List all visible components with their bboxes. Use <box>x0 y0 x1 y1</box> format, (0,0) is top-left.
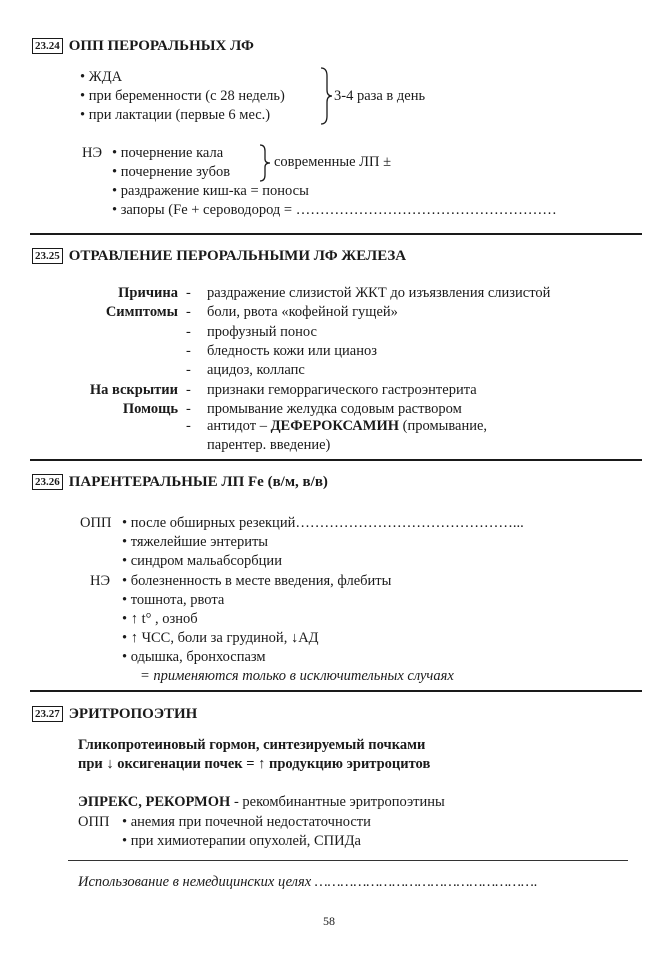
antidote-text <box>207 418 487 435</box>
dash: - <box>186 418 191 434</box>
list-item: • после обширных резекций………………………………………... <box>122 515 524 531</box>
row-text: боли, рвота «кофейной гущей» <box>207 304 398 320</box>
drug-description: - рекомбинантные эритропоэтины <box>230 794 445 810</box>
dash: - <box>186 304 191 320</box>
list-item: • болезненность в месте введения, флебиты <box>122 573 392 589</box>
list-item: • ЖДА <box>80 69 123 85</box>
section-header-23-26 <box>32 474 328 491</box>
section-divider <box>30 459 642 461</box>
dash: - <box>186 401 191 417</box>
dash: - <box>186 362 191 378</box>
section-number: 23.26 <box>32 474 63 490</box>
antidote-prefix: антидот – <box>207 418 271 434</box>
list-item: • запоры (Fe + сероводород = ……………………………………………… <box>112 202 557 218</box>
list-item: • при беременности (с 28 недель) <box>80 88 285 104</box>
drug-names: ЭПРЕКС, РЕКОРМОН <box>78 794 231 810</box>
dash: - <box>186 285 191 301</box>
section-title: ПАРЕНТЕРАЛЬНЫЕ ЛП Fe (в/м, в/в) <box>68 474 328 490</box>
section-header-23-24 <box>32 38 254 55</box>
section-header-23-27 <box>32 706 197 723</box>
list-item: • одышка, бронхоспазм <box>122 649 266 665</box>
list-item: • тошнота, рвота <box>122 592 225 608</box>
antidote-line2: парентер. введение) <box>207 437 331 453</box>
list-item: • почернение зубов <box>112 164 231 180</box>
section-title: ОПП ПЕРОРАЛЬНЫХ ЛФ <box>68 38 254 54</box>
section-title: ЭРИТРОПОЭТИН <box>68 706 198 722</box>
section-number: 23.27 <box>32 706 63 722</box>
modern-drugs-text: современные ЛП ± <box>274 154 392 170</box>
row-text: раздражение слизистой ЖКТ до изъязвления слизистой <box>207 285 551 301</box>
row-text: профузный понос <box>207 324 317 340</box>
brace-icon <box>258 143 272 183</box>
list-item: • почернение кала <box>112 145 224 161</box>
nonmedical-use-text: Использование в немедицинских целях ……………………………………………. <box>78 874 538 890</box>
row-label: Симптомы <box>105 304 178 320</box>
opp-label: ОПП <box>78 814 110 830</box>
section-divider <box>30 233 642 235</box>
row-text: промывание желудка содовым раствором <box>207 401 462 417</box>
brace-icon <box>318 66 334 126</box>
row-label: На вскрытии <box>89 382 178 398</box>
ne-label: НЭ <box>90 573 111 589</box>
row-text: признаки геморрагического гастроэнтерита <box>207 382 477 398</box>
dash: - <box>186 343 191 359</box>
list-item: • при химиотерапии опухолей, СПИДа <box>122 833 361 849</box>
list-item: • раздражение киш-ка = поносы <box>112 183 309 199</box>
section-number: 23.24 <box>32 38 63 54</box>
antidote-name: ДЕФЕРОКСАМИН <box>270 418 400 434</box>
note-text: = применяются только в исключительных случаях <box>140 668 454 684</box>
section-header-23-25 <box>32 248 406 265</box>
section-number: 23.25 <box>32 248 63 264</box>
divider <box>68 860 628 861</box>
ne-label: НЭ <box>82 145 103 161</box>
section-divider <box>30 690 642 692</box>
row-label: Причина <box>118 285 178 301</box>
dash: - <box>186 324 191 340</box>
list-item: • ↑ t° , озноб <box>122 611 198 627</box>
bold-statement: при ↓ оксигенации почек = ↑ продукцию эритроцитов <box>78 756 431 772</box>
section-title: ОТРАВЛЕНИЕ ПЕРОРАЛЬНЫМИ ЛФ ЖЕЛЕЗА <box>68 248 407 264</box>
row-text: ацидоз, коллапс <box>207 362 305 378</box>
row-text: бледность кожи или цианоз <box>207 343 377 359</box>
list-item: • при лактации (первые 6 мес.) <box>80 107 271 123</box>
opp-label: ОПП <box>80 515 112 531</box>
row-label: Помощь <box>122 401 178 417</box>
list-item: • ↑ ЧСС, боли за грудиной, ↓АД <box>122 630 319 646</box>
antidote-suffix: (промывание, <box>399 418 488 434</box>
list-item: • синдром мальабсорбции <box>122 553 282 569</box>
bold-statement: Гликопротеиновый гормон, синтезируемый почками <box>78 737 426 753</box>
frequency-text: 3-4 раза в день <box>334 88 426 104</box>
dash: - <box>186 382 191 398</box>
list-item: • анемия при почечной недостаточности <box>122 814 371 830</box>
page-number: 58 <box>323 914 335 928</box>
list-item: • тяжелейшие энтериты <box>122 534 269 550</box>
drugs-line <box>78 794 445 811</box>
